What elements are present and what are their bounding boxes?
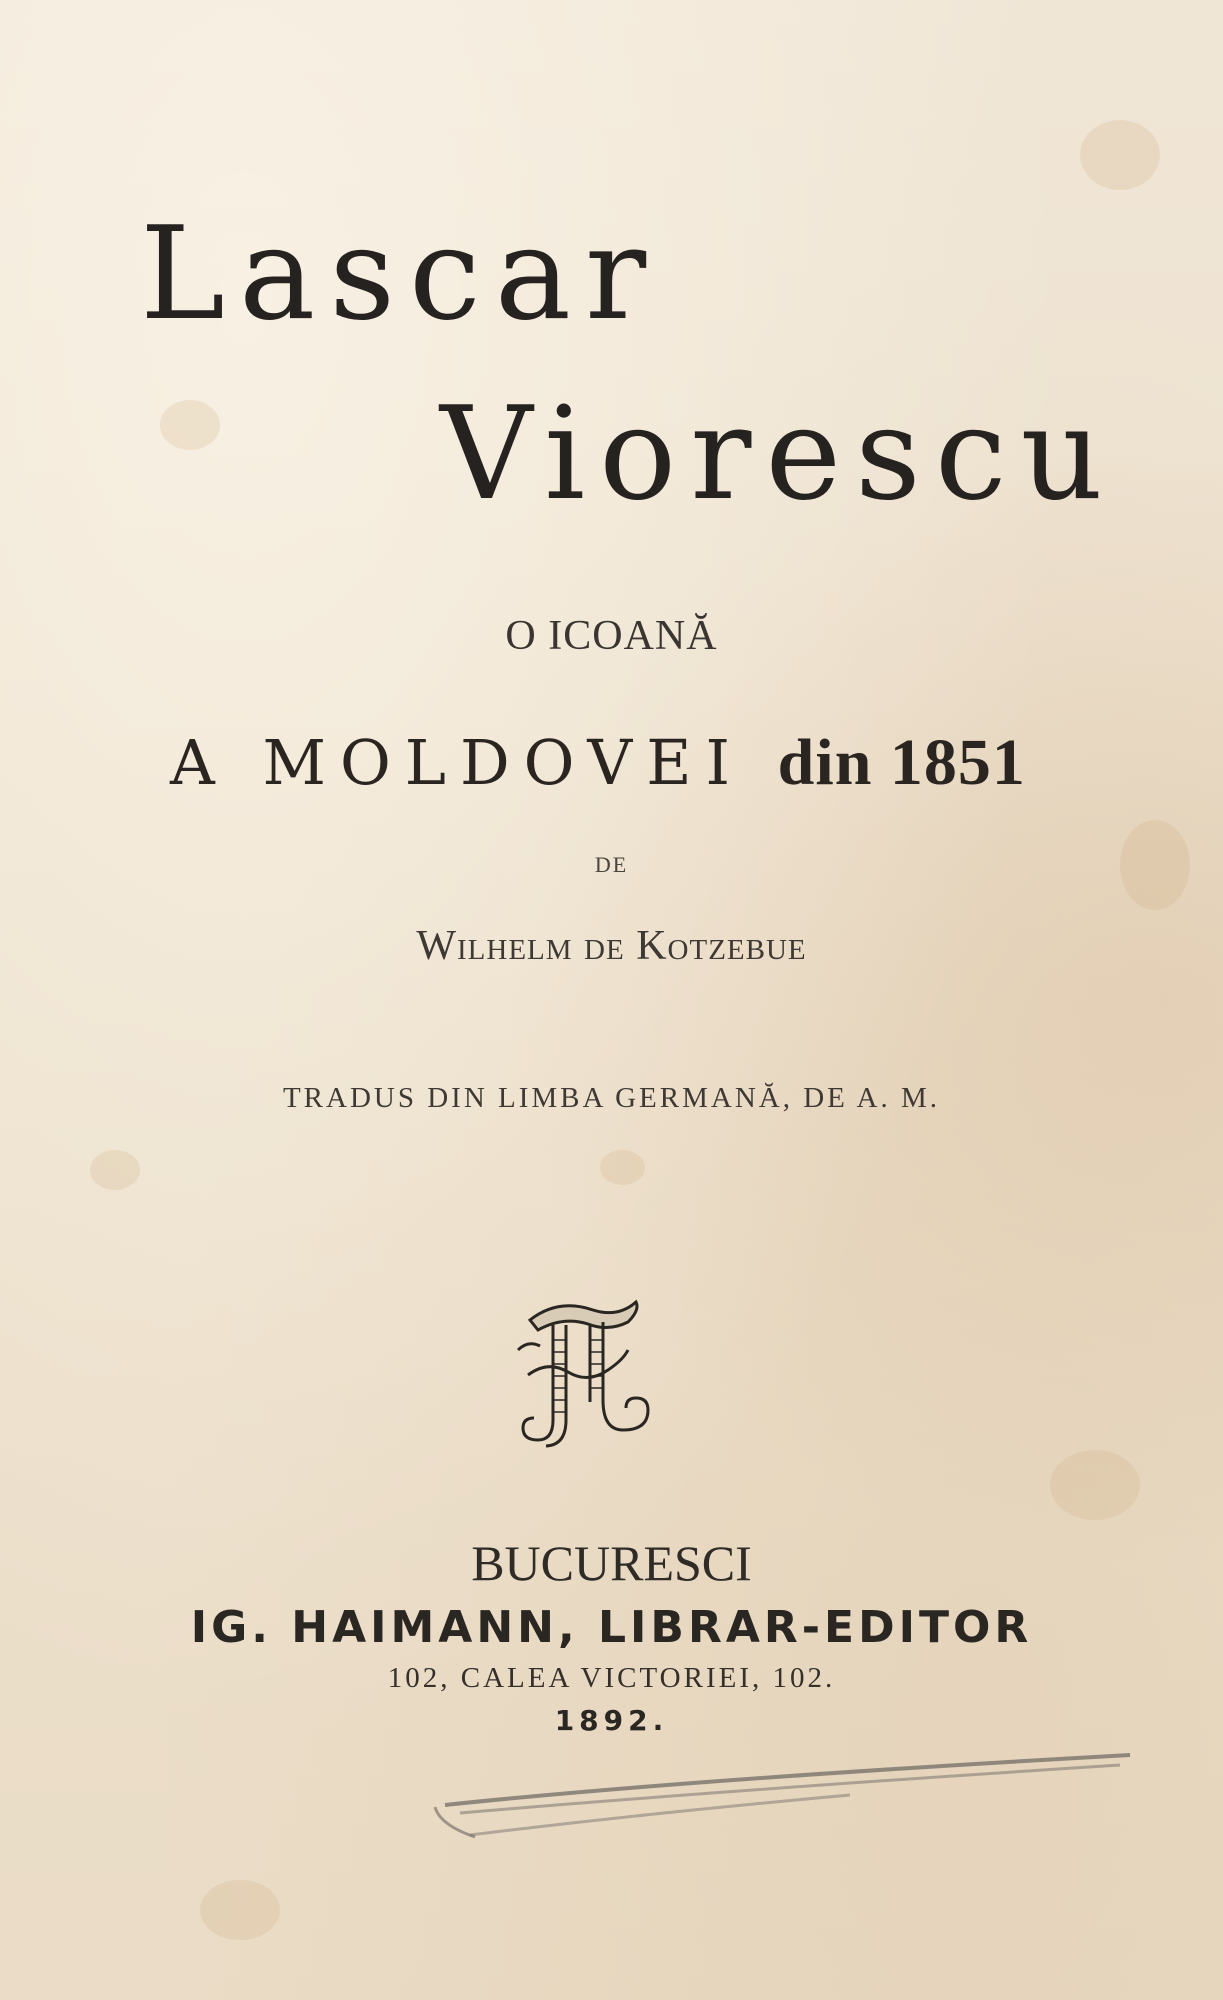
subtitle-lower: din 1851 xyxy=(777,726,1026,799)
foxing-spot xyxy=(600,1150,645,1185)
by-label: DE xyxy=(594,852,629,877)
imprint-publisher: IG. HAIMANN, LIBRAR-EDITOR xyxy=(190,1602,1033,1653)
subtitle-line-2 xyxy=(170,725,1026,801)
subtitle-line-1: O ICOANĂ xyxy=(505,613,718,659)
title-line-2: Viorescu xyxy=(440,380,1117,529)
pencil-mark xyxy=(430,1735,1150,1855)
translation-note: TRADUS DIN LIMBA GERMANĂ, DE A. M. xyxy=(282,1082,941,1114)
publisher-monogram-icon xyxy=(508,1280,658,1450)
imprint-address: 102, CALEA VICTORIEI, 102. xyxy=(387,1662,836,1694)
foxing-spot xyxy=(1080,120,1160,190)
subtitle-caps: A MOLDOVEI xyxy=(170,726,744,799)
foxing-spot xyxy=(90,1150,140,1190)
author-name: Wilhelm de Kotzebue xyxy=(416,923,807,969)
imprint-city: BUCURESCI xyxy=(471,1535,752,1591)
foxing-spot xyxy=(200,1880,280,1940)
foxing-spot xyxy=(1050,1450,1140,1520)
imprint-year: 1892. xyxy=(554,1704,669,1737)
foxing-spot xyxy=(160,400,220,450)
title-line-1: Lascar xyxy=(140,200,661,349)
